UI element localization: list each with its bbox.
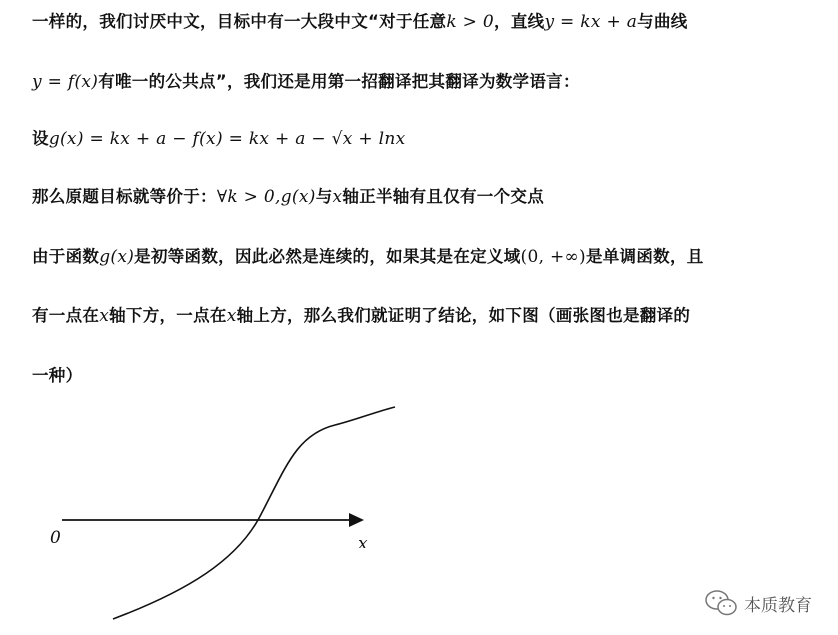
x-axis-arrowhead <box>349 513 364 527</box>
watermark <box>704 589 812 617</box>
math-expression: x <box>332 187 343 207</box>
text-segment: 由于函数 <box>32 247 100 266</box>
text-segment: ，直线 <box>494 12 545 31</box>
math-expression: x <box>99 306 110 326</box>
text-segment: 轴下方，一点在 <box>109 306 227 325</box>
text-segment: 轴上方，那么我们就证明了结论，如下图（画张图也是翻译的 <box>236 306 691 325</box>
text-segment: 与曲线 <box>637 12 688 31</box>
text-segment: 是单调函数，且 <box>585 247 704 266</box>
origin-label: 0 <box>50 528 61 548</box>
text-segment: 那么原题目标就等价于： <box>32 187 217 206</box>
math-expression: k > 0 <box>446 12 495 32</box>
math-expression: y = kx + a <box>544 12 638 32</box>
x-axis-label: x <box>358 534 368 548</box>
math-expression: ∀k > 0,g(x) <box>216 187 316 207</box>
math-expression: y = f(x) <box>32 72 99 92</box>
text-segment: 一种） <box>32 366 83 385</box>
text-segment: 轴正半轴有且仅有一个交点 <box>342 187 544 206</box>
math-expression: x <box>226 306 237 326</box>
text-segment: 设 <box>32 129 49 148</box>
text-segment: 与 <box>315 187 333 206</box>
watermark-text: 本质教育 <box>744 595 812 616</box>
math-expression: (0, +∞) <box>520 247 586 267</box>
text-segment: 一样的，我们讨厌中文，目标中有一大段中文“对于任意 <box>32 12 447 31</box>
function-curve <box>113 407 395 619</box>
math-expression: g(x) <box>99 247 135 267</box>
text-segment: 有唯一的公共点”，我们还是用第一招翻译把其翻译为数学语言： <box>98 72 580 91</box>
wechat-icon <box>704 589 738 617</box>
math-expression: g(x) = kx + a − f(x) = kx + a − √x + lnx <box>48 129 406 149</box>
text-segment: 有一点在 <box>32 306 100 325</box>
text-segment: 是初等函数，因此必然是连续的，如果其是在定义域 <box>134 247 521 266</box>
